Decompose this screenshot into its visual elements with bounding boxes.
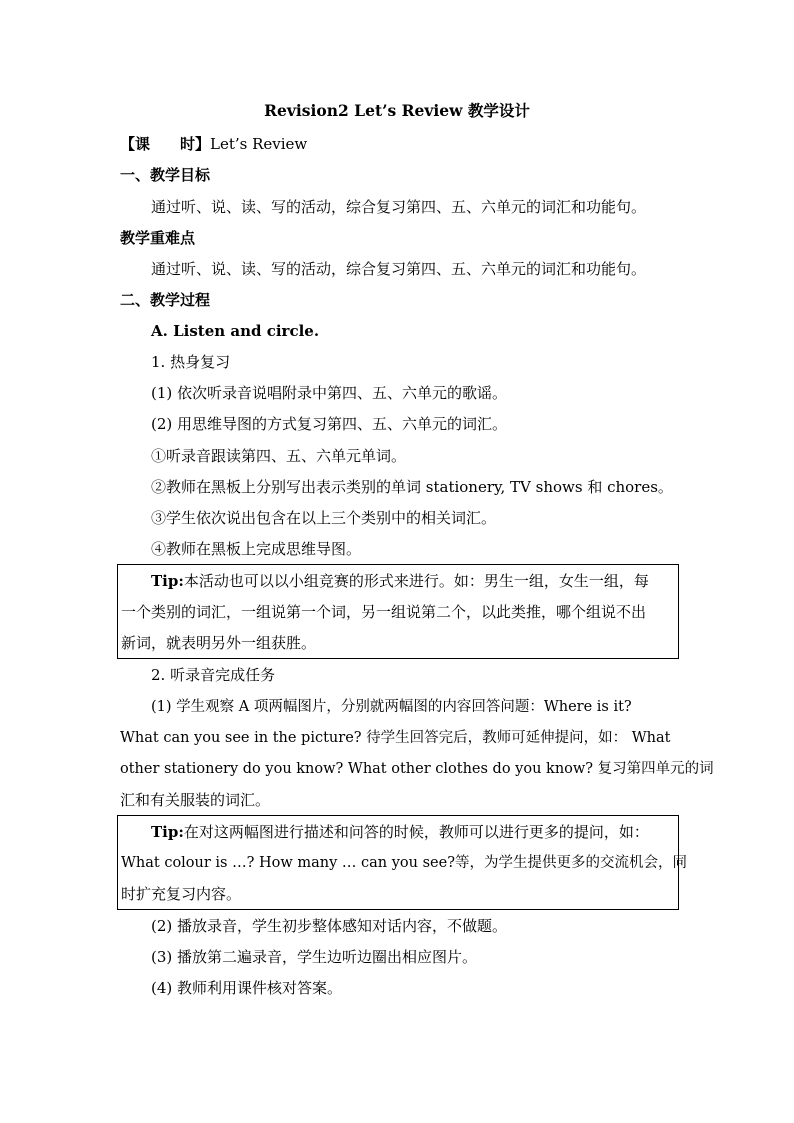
circled-item-3: ③学生依次说出包含在以上三个类别中的相关词汇。	[151, 509, 497, 527]
step2-item-1-line-3: other stationery do you know? What other clothes do you know? 复习第四单元的词	[120, 761, 714, 777]
lesson-line	[120, 134, 307, 154]
lesson-label: 【课 时】	[120, 135, 211, 153]
step2-heading: 2. 听录音完成任务	[151, 666, 276, 684]
tip-box-1	[117, 564, 679, 659]
tip2-line-1	[151, 822, 649, 842]
part-a-heading: A. Listen and circle.	[151, 322, 320, 340]
tip2-line-2: What colour is …? How many … can you see?等，为学生提供更多的交流机会，同	[121, 855, 687, 871]
tip1-text-1: 本活动也可以以小组竞赛的形式来进行。如：男生一组，女生一组，每	[183, 572, 649, 590]
tip1-label: Tip:	[151, 572, 184, 590]
page-title: Revision2 Let’s Review 教学设计	[264, 101, 530, 120]
section-heading-objectives: 一、教学目标	[120, 166, 211, 184]
step2-item-3: (3) 播放第二遍录音，学生边听边圈出相应图片。	[151, 948, 478, 966]
tip1-line-1	[151, 571, 649, 591]
key-points-text: 通过听、说、读、写的活动，综合复习第四、五、六单元的词汇和功能句。	[151, 260, 647, 278]
tip2-line-3: 时扩充复习内容。	[121, 885, 242, 903]
objectives-text: 通过听、说、读、写的活动，综合复习第四、五、六单元的词汇和功能句。	[151, 198, 647, 216]
step1-item-2: (2) 用思维导图的方式复习第四、五、六单元的词汇。	[151, 415, 508, 433]
step2-item-2: (2) 播放录音，学生初步整体感知对话内容，不做题。	[151, 917, 508, 935]
lesson-value: Let’s Review	[210, 135, 308, 153]
step2-item-1-line-4: 汇和有关服装的词汇。	[120, 791, 271, 809]
circled-item-4: ④教师在黑板上完成思维导图。	[151, 540, 362, 558]
step1-item-1: (1) 依次听录音说唱附录中第四、五、六单元的歌谣。	[151, 384, 508, 402]
step2-item-1-line-2: What can you see in the picture? 待学生回答完后，教师可延伸提问，如： What	[120, 730, 671, 746]
tip1-line-3: 新词，就表明另外一组获胜。	[121, 634, 317, 652]
section-heading-key-points: 教学重难点	[120, 229, 196, 247]
tip1-line-2: 一个类别的词汇，一组说第一个词，另一组说第二个，以此类推，哪个组说不出	[121, 603, 647, 621]
circled-item-1: ①听录音跟读第四、五、六单元单词。	[151, 447, 407, 465]
step2-item-1-line-1: (1) 学生观察 A 项两幅图片，分别就两幅图的内容回答问题：Where is it?	[151, 699, 632, 715]
tip-box-2	[117, 815, 687, 910]
tip2-text-1: 在对这两幅图进行描述和问答的时候，教师可以进行更多的提问，如：	[183, 823, 649, 841]
step1-heading: 1. 热身复习	[151, 353, 231, 371]
circled-item-2: ②教师在黑板上分别写出表示类别的单词 stationery, TV shows 和 chores。	[151, 478, 673, 496]
step2-item-4: (4) 教师利用课件核对答案。	[151, 979, 343, 997]
section-heading-process: 二、教学过程	[120, 291, 211, 309]
tip2-label: Tip:	[151, 823, 184, 841]
